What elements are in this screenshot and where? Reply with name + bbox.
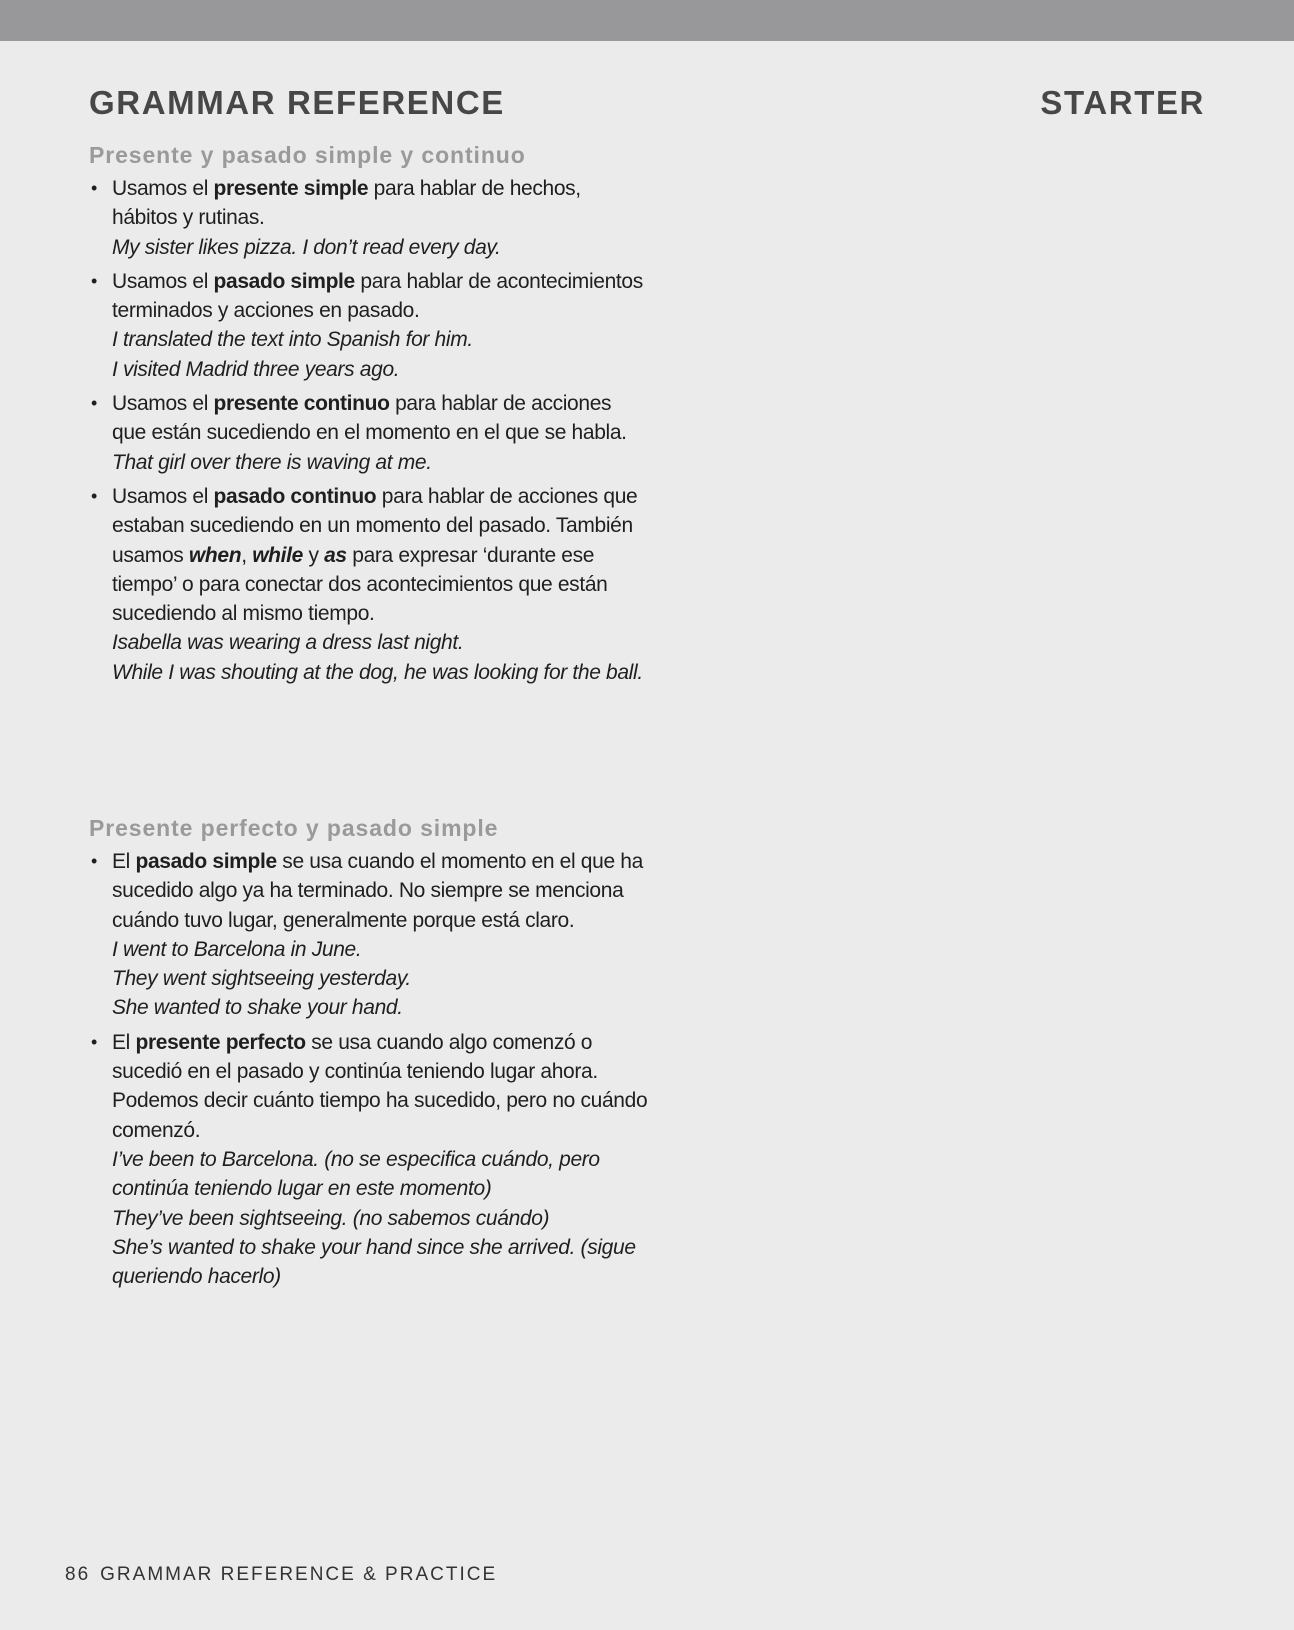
section-present-past (89, 140, 649, 692)
example-sentence: They went sightseeing yesterday. (112, 967, 411, 991)
example-sentence: That girl over there is waving at me. (112, 450, 432, 474)
level-label: STARTER (1040, 84, 1205, 121)
example-sentence: Isabella was wearing a dress last night. (112, 631, 464, 655)
bullet-list (89, 174, 649, 687)
rule-text: El pasado simple se usa cuando el momento en el que ha sucedido algo ya ha terminado. No siempre se menciona cuándo tuvo lugar, generalmente porque está claro. (112, 850, 643, 932)
bullet-item (89, 847, 649, 1023)
rule-text: Usamos el pasado continuo para hablar de acciones que estaban sucediendo en un momento del pasado. También usamos when, while y as para expresar ‘durante ese tiempo’ o para conectar dos acontecimientos que están sucediendo al mismo tiempo. (112, 484, 638, 626)
example-sentence: They’ve been sightseeing. (no sabemos cuándo) (112, 1206, 550, 1230)
example-sentence: While I was shouting at the dog, he was looking for the ball. (112, 660, 643, 684)
bullet-list (89, 847, 649, 1291)
example-sentence: She wanted to shake your hand. (112, 996, 403, 1020)
example-sentence: My sister likes pizza. I don’t read every day. (112, 235, 501, 259)
page-footer (65, 1564, 497, 1586)
footer-text: GRAMMAR REFERENCE & PRACTICE (100, 1564, 498, 1585)
example-sentence: I translated the text into Spanish for him. (112, 328, 473, 352)
example-sentence: I went to Barcelona in June. (112, 937, 362, 961)
bullet-item (89, 482, 649, 687)
rule-text: Usamos el pasado simple para hablar de acontecimientos terminados y acciones en pasado. (112, 269, 643, 323)
section-heading: Presente perfecto y pasado simple (89, 815, 499, 841)
bullet-item (89, 1028, 649, 1292)
page-number: 86 (65, 1564, 91, 1585)
bullet-item (89, 389, 649, 477)
example-sentence: She’s wanted to shake your hand since she arrived. (sigue queriendo hacerlo) (112, 1235, 636, 1289)
bullet-item (89, 174, 649, 262)
rule-text: El presente perfecto se usa cuando algo comenzó o sucedió en el pasado y continúa teniendo lugar ahora. Podemos decir cuánto tiempo ha sucedido, pero no cuándo comenzó. (112, 1030, 648, 1142)
bullet-icon: • (91, 270, 98, 291)
example-sentence: I’ve been to Barcelona. (no se especifica cuándo, pero continúa teniendo lugar en este momento) (112, 1147, 600, 1201)
section-heading: Presente y pasado simple y continuo (89, 142, 526, 168)
example-sentence: I visited Madrid three years ago. (112, 357, 400, 381)
bullet-icon: • (91, 485, 98, 506)
rule-text: Usamos el presente simple para hablar de hechos, hábitos y rutinas. (112, 177, 581, 230)
section-perfect-past (89, 813, 649, 1296)
bullet-icon: • (91, 1031, 98, 1052)
bullet-icon: • (91, 178, 98, 198)
bullet-icon: • (91, 851, 98, 871)
page-title: GRAMMAR REFERENCE (89, 84, 505, 121)
rule-text: Usamos el presente continuo para hablar de acciones que están sucediendo en el momento en el que se habla. (112, 392, 627, 445)
bullet-item (89, 267, 649, 384)
top-bar (0, 0, 1294, 41)
bullet-icon: • (91, 393, 98, 414)
